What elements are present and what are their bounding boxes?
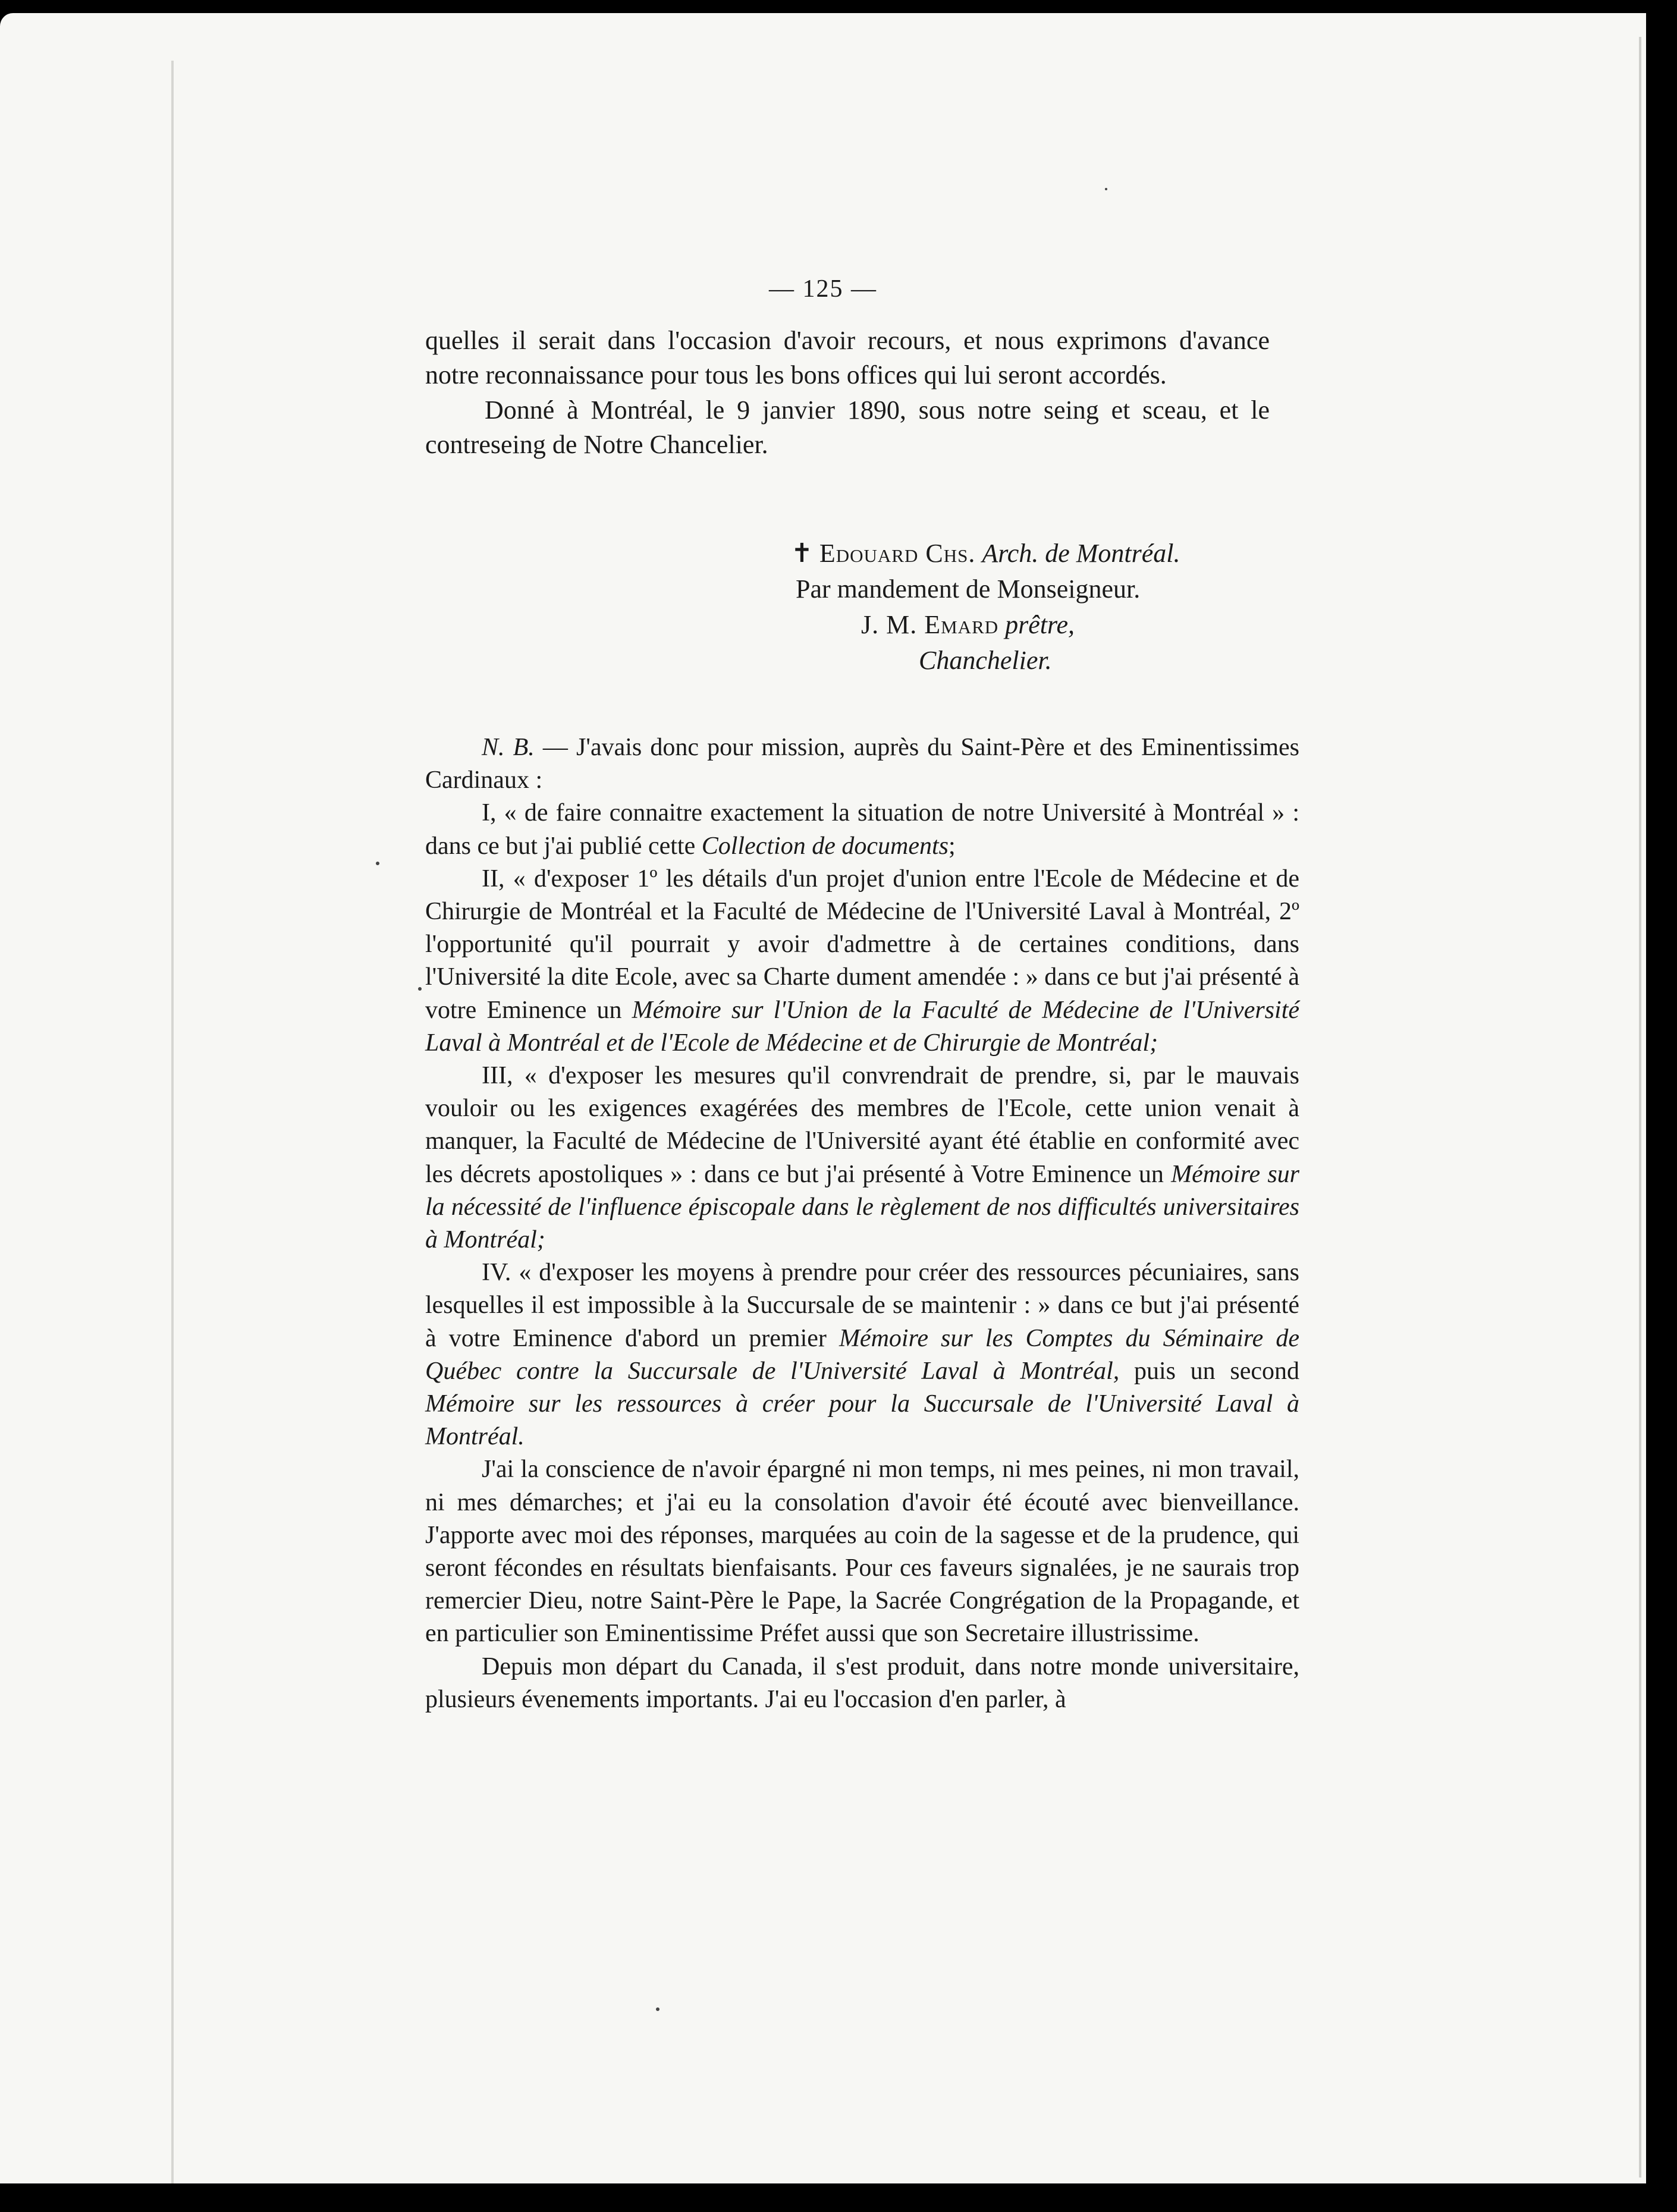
nb-item-1-title: Collection de documents [701,832,949,860]
signature-archbishop [791,536,1180,571]
signature-secretary [861,608,1075,642]
nb-item-2 [425,863,1299,1060]
nb-item-3-title: Mémoire sur la nécessité de l'influence épiscopale dans le règlement de nos difficultés universitaires à Montréal; [425,1160,1300,1254]
opening-paragraph: quelles il serait dans l'occasion d'avoir recours, et nous exprimons d'avance notre reconnaissance pour tous les bons offices qui lui seront accordés. [425,326,1270,390]
scan-speck [1105,188,1107,190]
nb-intro-text: — J'avais donc pour mission, auprès du Saint-Père et des Eminentissimes Cardinaux : [425,734,1300,794]
nb-item-4 [425,1256,1299,1453]
nb-item-2-title: Mémoire sur l'Union de la Faculté de Médecine de l'Université Laval à Montréal et de l'Ecole de Médecine et de Chirurgie de Montréal; [425,996,1299,1057]
nb-item-1 [425,797,1299,862]
nb-item-3 [425,1060,1299,1256]
nb-item-2-text: II, « d'exposer 1º les détails d'un projet d'union entre l'Ecole de Médecine et de Chirurgie de Montréal et la Faculté de Médecine de l'Université Laval à Montréal, 2º l'opportunité qu'il pourrait y avoir d'admettre à de certaines conditions, dans l'Université la dite Ecole, avec sa Charte dument amendée : » dans ce but j'ai présenté à votre Eminence un [425,865,1299,1024]
page-edge-shadow [171,61,174,2183]
signatory-title: Arch. de Montréal. [982,539,1180,568]
page-number: — 125 — [769,275,877,303]
chancellor-text: Chanchelier. [919,646,1052,675]
nb-label: N. B. [482,734,535,761]
nb-item-3-text: III, « d'exposer les mesures qu'il convrendrait de prendre, si, par le mauvais vouloir ou les exigences exagérées des membres de l'Ecole, cette union venait à manquer, la Faculté de Médecine de l'Université ayant été établie en conformité avec les décrets apostoliques » : dans ce but j'ai présenté à Votre Eminence un [425,1062,1299,1188]
signatory-name: Edouard Chs. [819,539,976,568]
chancellor-title [919,643,1052,678]
nb-item-4-title-2: Mémoire sur les ressources à créer pour la Succursale de l'Université Laval à Montréal. [425,1390,1299,1451]
scan-speck [376,862,379,865]
nb-item-4-mid: puis un second [1133,1357,1300,1385]
scanned-page [0,13,1646,2183]
nb-intro [425,731,1299,797]
nb-item-4-text: IV. « d'exposer les moyens à prendre pour créer des ressources pécuniaires, sans lesquelles il est impossible à la Succursale de se maintenir : » dans ce but j'ai présenté à votre Eminence d'abord un premier [425,1259,1299,1352]
mandate-line: Par mandement de Monseigneur. [796,574,1141,604]
opening-text [425,323,1270,463]
secretary-role: prêtre, [1005,610,1075,639]
nb-item-1-end: ; [948,832,956,860]
nb-item-1-text: I, « de faire connaitre exactement la situation de notre Université à Montréal » : dans ce but j'ai publié cette [425,799,1299,860]
cross-symbol: ✝ [791,539,813,568]
page-edge-shadow-right [1639,37,1641,2178]
dating-paragraph: Donné à Montréal, le 9 janvier 1890, sous notre seing et sceau, et le contreseing de Notre Chancelier. [425,395,1270,460]
secretary-name: J. M. Emard [861,610,999,639]
nb-paragraph-conscience: J'ai la conscience de n'avoir épargné ni mon temps, ni mes peines, ni mon travail, ni mes démarches; et j'ai eu la consolation d'avoir été écouté avec bienveillance. J'apporte avec moi des réponses, marquées au coin de la sagesse et de la prudence, qui seront fécondes en résultats bienfaisants. Pour ces faveurs signalées, je ne saurais trop remercier Dieu, notre Saint-Père le Pape, la Sacrée Congrégation de la Propagande, et en particulier son Eminentissime Préfet aussi que son Secretaire illustrissime. [425,1456,1299,1648]
scan-speck [656,2007,660,2011]
nb-paragraph-depart: Depuis mon départ du Canada, il s'est produit, dans notre monde universitaire, plusieurs évenements importants. J'ai eu l'occasion d'en parler, à [425,1652,1299,1713]
nb-item-4-title-1: Mémoire sur les Comptes du Séminaire de Québec contre la Succursale de l'Université Laval à Montréal, [425,1324,1299,1385]
nota-bene-section [425,731,1299,1716]
scan-speck [418,987,422,991]
